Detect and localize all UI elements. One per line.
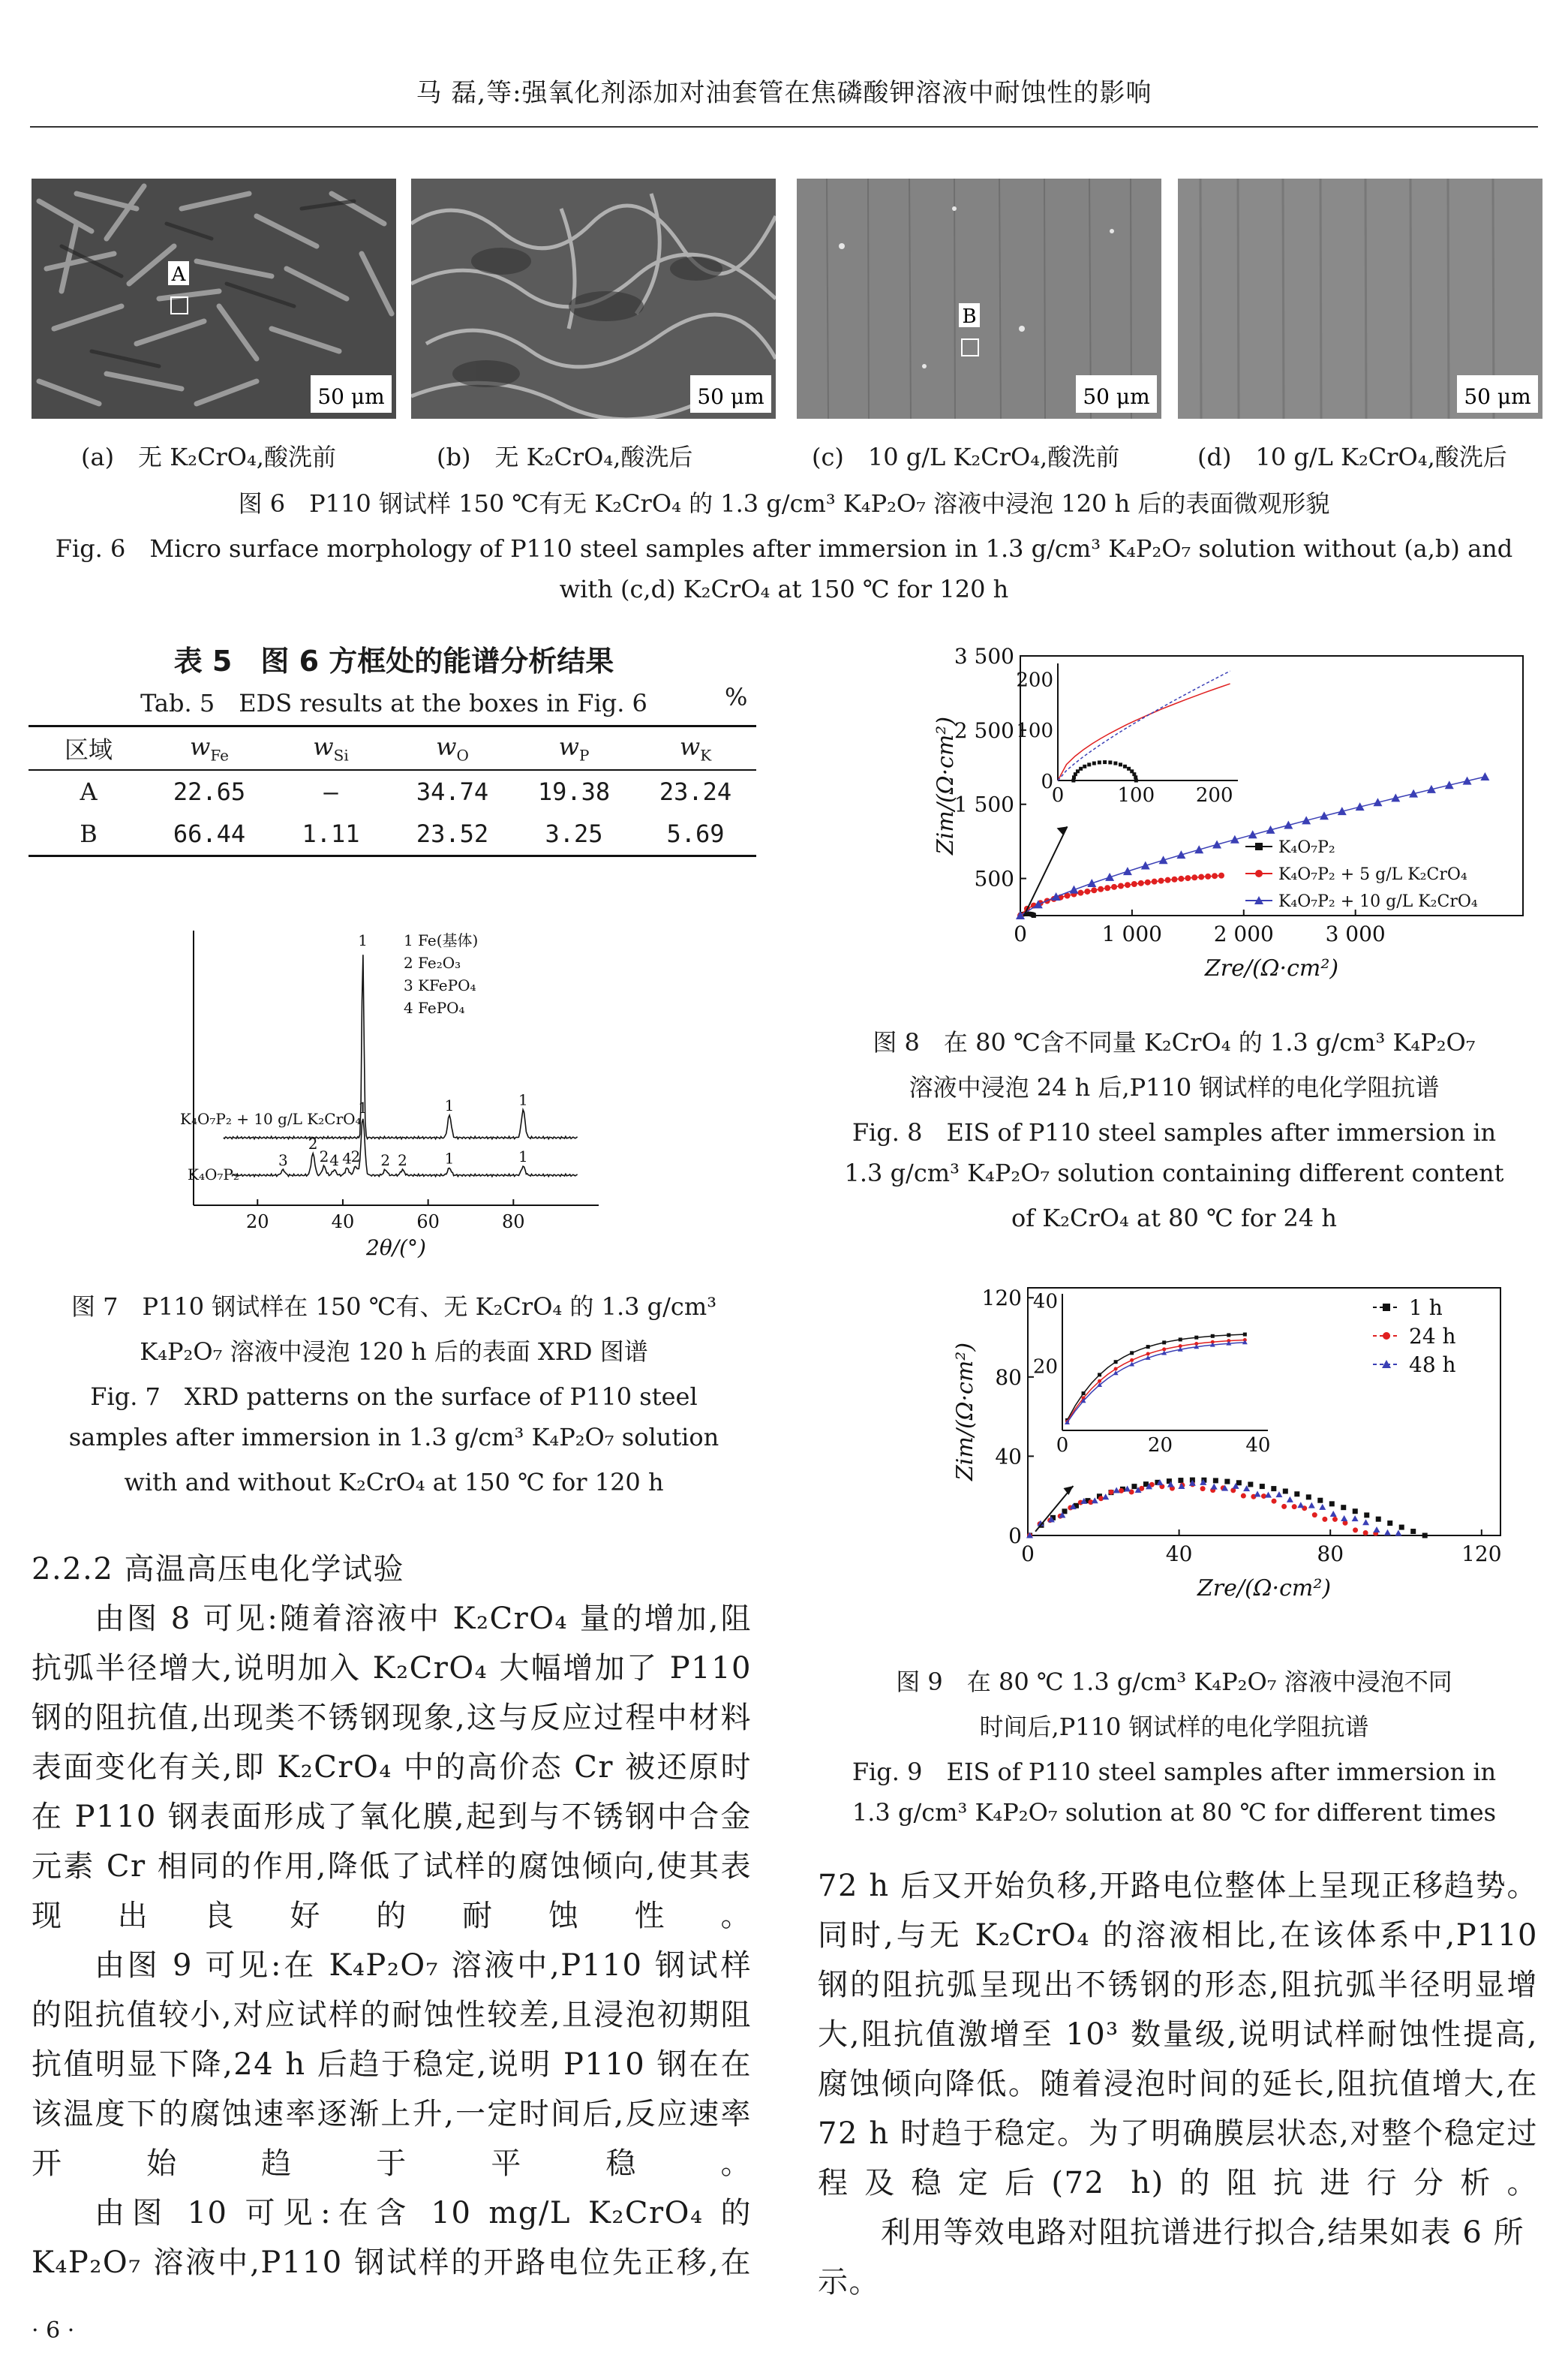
eis-data-point (1119, 762, 1122, 766)
eis-x-tick-label: 1 000 (1101, 922, 1162, 946)
eis-data-point (1200, 1486, 1206, 1491)
xrd-peak-label: 4 (342, 1149, 352, 1168)
eis-data-point (1198, 874, 1204, 880)
eis-data-point (1254, 1490, 1261, 1496)
section-heading: 2.2.2 高温高压电化学试验 (32, 1552, 404, 1587)
eis-x-tick-label: 120 (1461, 1541, 1502, 1566)
eis-data-point (1185, 875, 1191, 881)
eis-y-tick-label: 2 500 (954, 717, 1014, 743)
eis-data-point (1179, 1337, 1182, 1341)
eis-data-point (1123, 867, 1132, 875)
inset-x-tick-label: 0 (1056, 1434, 1069, 1457)
sem-caption-a: (a) 无 K₂CrO₄,酸洗前 (81, 443, 336, 471)
eis-y-tick-label: 0 (1008, 1523, 1022, 1548)
sem-caption-d: (d) 10 g/L K₂CrO₄,酸洗后 (1197, 443, 1507, 471)
scale-bar-d: 50 μm (1464, 384, 1531, 409)
eis-data-point (1387, 1520, 1392, 1526)
eis-data-point (1032, 913, 1036, 918)
inset-x-tick-label: 0 (1051, 784, 1065, 807)
eis-data-point (1306, 1494, 1311, 1499)
eis-data-point (1332, 1517, 1338, 1522)
eis-y-tick-label: 120 (981, 1286, 1022, 1311)
eis-data-point (1383, 1304, 1390, 1311)
fig9-caption-2: 时间后,P110 钢试样的电化学阻抗谱 (979, 1713, 1369, 1741)
paragraph: 由图 8 可见:随着溶液中 K₂CrO₄ 量的增加,阻抗弧半径增大,说明加入 K₂CrO₄ 大幅增加了 P110 钢的阻抗值,出现类不锈钢现象,这与反应过程中材料表面变化有关,即 K₂CrO₄ 中的高价态 Cr 被还原时在 P110 钢表面形成了氧化膜,起到与不锈钢中合金元素 Cr 相同的作用,降低了试样的腐蚀倾向,使其表现出良好的耐蚀性。 (32, 1602, 752, 1933)
eis-x-tick-label: 0 (1021, 1541, 1035, 1566)
eis-data-point (1211, 1334, 1215, 1338)
table5-header-p: $w_P$ (558, 732, 590, 765)
xrd-peak-label: 2 (350, 1147, 361, 1165)
eis-data-point (1079, 767, 1083, 771)
eis-data-point (1130, 1358, 1134, 1362)
eis-y-tick-label: 40 (995, 1444, 1022, 1469)
fig6-caption-cn: 图 6 P110 钢试样 150 ℃有无 K₂CrO₄ 的 1.3 g/cm³ K₄P₂O₇ 溶液中浸泡 120 h 后的表面微观形貌 (238, 489, 1330, 518)
eis-y-label: Zim/(Ω·cm²) (952, 1342, 978, 1481)
eis-series-line (1020, 876, 1221, 916)
fig8-caption-2: 溶液中浸泡 24 h 后,P110 钢试样的电化学阻抗谱 (909, 1073, 1440, 1102)
eis-data-point (1130, 1351, 1134, 1355)
eis-x-tick-label: 2 000 (1213, 922, 1274, 946)
eis-data-point (1113, 1370, 1119, 1375)
eis-data-point (1283, 1489, 1288, 1494)
paragraph: 由图 10 可见:在含 10 mg/L K₂CrO₄ 的 K₄P₂O₇ 溶液中,P110 钢试样的开路电位先正移,在 (32, 2196, 752, 2280)
eis-x-label: Zre/(Ω·cm²) (1197, 1575, 1332, 1602)
eis-y-label: Zim/(Ω·cm²) (933, 716, 959, 856)
eis-data-point (1114, 1360, 1118, 1364)
xrd-peak-label: 1 (358, 1099, 368, 1117)
eis-data-point (1261, 1493, 1266, 1499)
eis-x-tick-label: 0 (1014, 922, 1027, 946)
eis-data-point (1098, 886, 1104, 892)
xrd-series-label-1: K₄O₇P₂ (188, 1165, 239, 1183)
table-cell: 66.44 (173, 820, 246, 848)
eis-data-point (1297, 1502, 1304, 1508)
paragraph: 由图 9 可见:在 K₄P₂O₇ 溶液中,P110 钢试样的阻抗值较小,对应试样的耐蚀性较差,且浸泡初期阻抗值明显下降,24 h 后趋于稳定,说明 P110 钢在在该温度下的腐蚀速率逐渐上升,一定时间后,反应速率开始趋于平稳。 (32, 1948, 752, 2181)
eis-data-point (1114, 1367, 1118, 1371)
right-column-text (818, 1861, 1538, 2307)
xrd-legend-2: 2 Fe₂O₃ (404, 954, 461, 972)
eis-data-point (1118, 883, 1124, 889)
eis-legend-label: K₄O₇P₂ + 10 g/L K₂CrO₄ (1278, 892, 1478, 911)
eis-data-point (1352, 1515, 1359, 1521)
eis-data-point (1146, 1352, 1150, 1355)
eis-data-point (1329, 1501, 1335, 1506)
eis-data-point (1319, 1504, 1326, 1510)
eis-data-point (1341, 1515, 1347, 1521)
eis-data-point (1083, 765, 1086, 768)
w-symbol: w (189, 732, 211, 761)
eis-legend-label: 1 h (1409, 1295, 1443, 1320)
xrd-peak-label: 3 (278, 1150, 288, 1169)
table5-unit: % (725, 683, 748, 711)
eis-data-point (1224, 1479, 1230, 1484)
eis-legend-label: K₄O₇P₂ + 5 g/L K₂CrO₄ (1278, 865, 1467, 884)
eis-data-point (1363, 1530, 1368, 1535)
xrd-x-tick-label: 60 (416, 1211, 440, 1232)
eis-data-point (1395, 1529, 1401, 1535)
table-cell: 19.38 (537, 777, 611, 806)
eis-data-point (1422, 1533, 1428, 1538)
xrd-series-label-0: K₄O₇P₂ + 10 g/L K₂CrO₄ (180, 1110, 362, 1128)
eis-data-point (1213, 1478, 1218, 1483)
fig7-caption-2: K₄P₂O₇ 溶液中浸泡 120 h 后的表面 XRD 图谱 (140, 1337, 648, 1366)
left-column-text (32, 1544, 752, 2287)
inset-y-tick-label: 40 (1032, 1290, 1058, 1313)
table-row (29, 770, 756, 813)
table5-header-row (29, 726, 756, 771)
eis-data-point (1317, 1498, 1323, 1503)
eis-data-point (1292, 1504, 1297, 1509)
eis-data-point (1227, 1333, 1230, 1337)
eis-data-point (1191, 874, 1197, 880)
eis-data-point (1178, 1478, 1183, 1483)
table-cell: 23.52 (416, 820, 489, 848)
fig6-caption-en-1: Fig. 6 Micro surface morphology of P110 steel samples after immersion in 1.3 g/cm³ K₄P₂O₇ solution without (a,b) and (55, 534, 1513, 563)
eis-data-point (1084, 889, 1090, 895)
eis-data-point (1077, 890, 1083, 896)
eis-y-tick-label: 500 (974, 866, 1014, 892)
eis-y-tick-label: 1 500 (954, 792, 1014, 817)
xrd-peak-label: 2 (319, 1147, 329, 1165)
eis-data-point (1241, 1493, 1246, 1499)
xrd-peak-label: 1 (518, 1147, 528, 1165)
eis-data-point (1141, 862, 1150, 870)
table-cell: 23.24 (659, 777, 732, 806)
eis-data-point (1341, 1505, 1346, 1510)
eis-data-point (1131, 1484, 1137, 1489)
table5-header-region: 区域 (64, 735, 113, 764)
table-cell: A (80, 777, 98, 806)
eis-legend-label: 48 h (1409, 1352, 1456, 1377)
sem-panel-c (797, 179, 1161, 419)
eis-data-point (1194, 1336, 1198, 1340)
sem-marker-c: B (962, 305, 977, 328)
xrd-legend-1: 1 Fe(基体) (404, 931, 479, 949)
eis-data-point (1113, 762, 1117, 765)
eis-data-point (1092, 762, 1096, 765)
eis-data-point (1125, 882, 1131, 888)
table5-header-o: $w_O$ (436, 732, 469, 765)
xrd-legend-4: 4 FePO₄ (404, 999, 465, 1017)
sem-panel-b (411, 179, 776, 419)
inset-y-tick-label: 20 (1032, 1355, 1058, 1379)
eis-data-point (1218, 873, 1224, 879)
eis-data-point (1353, 1508, 1358, 1514)
scale-bar-c: 50 μm (1083, 384, 1150, 409)
eis-data-point (1236, 1480, 1242, 1485)
eis-data-point (1287, 1496, 1293, 1502)
fig7-caption-1: 图 7 P110 钢试样在 150 ℃有、无 K₂CrO₄ 的 1.3 g/cm³ (71, 1292, 717, 1321)
eis-data-point (1248, 1481, 1253, 1487)
eis-data-point (1294, 1491, 1299, 1496)
eis-data-point (1260, 1484, 1265, 1489)
table5-header-k: $w_K$ (679, 732, 712, 765)
eis-data-point (1098, 1496, 1104, 1501)
fig7-chart (171, 920, 606, 1265)
fig9-caption-1: 图 9 在 80 ℃ 1.3 g/cm³ K₄P₂O₇ 溶液中浸泡不同 (896, 1668, 1452, 1696)
table-cell: 1.11 (302, 820, 360, 848)
fig7-caption-3: Fig. 7 XRD patterns on the surface of P110 steel (90, 1382, 698, 1411)
eis-data-point (1145, 880, 1151, 886)
xrd-peak-label: 2 (308, 1135, 318, 1153)
fig8-chart (923, 645, 1538, 998)
eis-data-point (1410, 1529, 1416, 1534)
table-cell: 3.25 (545, 820, 603, 848)
eis-data-point (1162, 1340, 1166, 1344)
zoom-arrow-head (1063, 1486, 1073, 1495)
eis-data-point (1087, 762, 1091, 766)
sem-panel-a (32, 179, 396, 419)
eis-data-point (1108, 760, 1112, 764)
table5-title-en: Tab. 5 EDS results at the boxes in Fig. 6 (140, 689, 647, 717)
inset-y-tick-label: 200 (1016, 669, 1053, 692)
fig7-caption-4: samples after immersion in 1.3 g/cm³ K₄P₂O₇ solution (68, 1423, 719, 1451)
eis-data-point (1243, 1333, 1247, 1337)
fig9-caption-3: Fig. 9 EIS of P110 steel samples after immersion in (852, 1758, 1497, 1786)
eis-data-point (1102, 1493, 1109, 1499)
eis-data-point (1480, 772, 1489, 780)
eis-data-point (1272, 1499, 1277, 1504)
scale-bar-b: 50 μm (697, 384, 764, 409)
inset-x-tick-label: 100 (1117, 784, 1155, 807)
eis-data-point (1322, 1517, 1327, 1522)
fig7-caption-5: with and without K₂CrO₄ at 150 ℃ for 120 h (124, 1468, 664, 1496)
eis-data-point (1159, 856, 1168, 864)
xrd-x-tick-label: 20 (245, 1211, 269, 1232)
eis-data-point (1384, 1529, 1391, 1535)
eis-x-tick-label: 40 (1165, 1541, 1193, 1566)
eis-data-point (1111, 884, 1117, 890)
inset-x-tick-label: 200 (1195, 784, 1233, 807)
xrd-x-tick-label: 80 (502, 1211, 525, 1232)
eis-data-point (1098, 760, 1101, 764)
table5 (29, 725, 756, 857)
inset-x-tick-label: 40 (1245, 1434, 1271, 1457)
sem-panel-d (1178, 179, 1542, 419)
table-cell: B (80, 820, 98, 848)
xrd-peak-label: 1 (518, 1090, 528, 1109)
eis-data-point (1146, 1345, 1150, 1349)
eis-data-point (1255, 843, 1263, 850)
eis-x-tick-label: 3 000 (1325, 922, 1386, 946)
paragraph: 利用等效电路对阻抗谱进行拟合,结果如表 6 所示。 (818, 2215, 1525, 2299)
eis-data-point (1082, 1391, 1086, 1395)
paragraph: 72 h 后又开始负移,开路电位整体上呈现正移趋势。同时,与无 K₂CrO₄ 的溶液相比,在该体系中,P110 钢的阻抗弧呈现出不锈钢的形态,阻抗弧半径明显增大,阻抗值激增至 10³ 数量级,说明试样耐蚀性提高,腐蚀倾向降低。随着浸泡时间的延长,阻抗值增大,在 72 h 时趋于稳定。为了明确膜层状态,对整个稳定过程及稳定后(72 h)的阻抗进行分析。 (818, 1869, 1538, 2200)
eis-data-point (1212, 873, 1218, 879)
eis-data-point (1091, 887, 1097, 893)
eis-data-point (1087, 879, 1096, 887)
scale-bar-a: 50 μm (317, 384, 385, 409)
xrd-peak-label: 1 (358, 931, 368, 949)
table5-title-cn: 表 5 图 6 方框处的能谱分析结果 (173, 645, 614, 678)
eis-data-point (1364, 1512, 1369, 1517)
eis-data-point (1308, 1502, 1315, 1508)
eis-data-point (1131, 881, 1137, 887)
table-cell: 5.69 (666, 820, 725, 848)
table-row (29, 813, 756, 856)
running-header: 马 磊,等:强氧化剂添加对油套管在焦磷酸钾溶液中耐蚀性的影响 (416, 78, 1152, 108)
eis-data-point (1362, 1519, 1369, 1525)
eis-data-point (1138, 880, 1144, 886)
eis-data-point (1109, 1490, 1114, 1495)
eis-data-point (1171, 877, 1177, 883)
eis-legend-label: K₄O₇P₂ (1278, 838, 1335, 857)
sem-caption-c: (c) 10 g/L K₂CrO₄,酸洗前 (812, 443, 1120, 471)
eis-data-point (1105, 873, 1114, 881)
inset-series-line (1068, 1343, 1245, 1423)
page-number: · 6 · (32, 2317, 75, 2344)
eis-y-tick-label: 80 (995, 1364, 1022, 1390)
eis-data-point (1211, 1484, 1218, 1490)
eis-data-point (1383, 1332, 1390, 1340)
eis-data-point (1353, 1527, 1358, 1532)
table-cell: 34.74 (416, 777, 489, 806)
fig9-caption-4: 1.3 g/cm³ K₄P₂O₇ solution at 80 ℃ for different times (852, 1798, 1497, 1827)
eis-data-point (1158, 878, 1164, 884)
table-cell: 22.65 (173, 777, 246, 806)
eis-data-point (1069, 886, 1078, 894)
fig8-caption-5: of K₂CrO₄ at 80 ℃ for 24 h (1011, 1204, 1338, 1232)
inset-y-tick-label: 0 (1041, 771, 1053, 793)
eis-data-point (1152, 879, 1158, 885)
eis-data-point (1104, 885, 1110, 891)
eis-data-point (1374, 1526, 1380, 1532)
eis-data-point (1275, 1491, 1282, 1497)
eis-legend-label: 24 h (1409, 1324, 1456, 1349)
inset-y-tick-label: 100 (1016, 720, 1053, 743)
xrd-x-tick-label: 40 (331, 1211, 355, 1232)
eis-data-point (1205, 874, 1211, 880)
xrd-peak-label: 1 (444, 1096, 455, 1114)
eis-data-point (1312, 1512, 1317, 1517)
table5-header-fe: $w_{Fe}$ (189, 732, 229, 765)
xrd-legend-3: 3 KFePO₄ (404, 976, 476, 994)
xrd-peak-label: 4 (329, 1150, 339, 1169)
inset-series-line (1058, 671, 1230, 780)
header-rule (30, 126, 1538, 128)
sem-caption-b: (b) 无 K₂CrO₄,酸洗后 (437, 443, 693, 471)
eis-data-point (1134, 779, 1138, 783)
eis-data-point (1399, 1525, 1404, 1530)
fig8-caption-4: 1.3 g/cm³ K₄P₂O₇ solution containing different content (844, 1159, 1504, 1187)
inset-x-tick-label: 20 (1147, 1434, 1173, 1457)
eis-data-point (1178, 876, 1184, 882)
table-cell: — (323, 777, 338, 806)
fig8-caption-1: 图 8 在 80 ℃含不同量 K₂CrO₄ 的 1.3 g/cm³ K₄P₂O₇ (873, 1028, 1476, 1057)
eis-x-tick-label: 80 (1317, 1541, 1344, 1566)
inset-series-line (1068, 1334, 1245, 1420)
eis-x-label: Zre/(Ω·cm²) (1204, 955, 1339, 982)
fig6-caption-en-2: with (c,d) K₂CrO₄ at 150 ℃ for 120 h (559, 575, 1009, 603)
eis-data-point (1098, 1373, 1101, 1376)
eis-data-point (1281, 1504, 1287, 1509)
eis-data-point (1271, 1486, 1276, 1491)
xrd-peak-label: 1 (444, 1149, 455, 1168)
eis-data-point (1165, 877, 1171, 883)
sem-marker-a: A (171, 263, 186, 286)
eis-data-point (1123, 765, 1127, 768)
xrd-x-label: 2θ/(°) (366, 1235, 426, 1260)
xrd-peak-label: 2 (380, 1150, 391, 1169)
fig8-caption-3: Fig. 8 EIS of P110 steel samples after immersion in (852, 1118, 1497, 1147)
xrd-peak-label: 2 (398, 1150, 407, 1169)
table5-header-si: $w_{Si}$ (313, 732, 349, 765)
eis-y-tick-label: 3 500 (954, 645, 1014, 669)
eis-data-point (1255, 870, 1263, 877)
eis-data-point (1330, 1511, 1337, 1517)
fig9-chart (945, 1283, 1530, 1644)
eis-data-point (1103, 760, 1107, 764)
eis-data-point (1376, 1517, 1381, 1522)
